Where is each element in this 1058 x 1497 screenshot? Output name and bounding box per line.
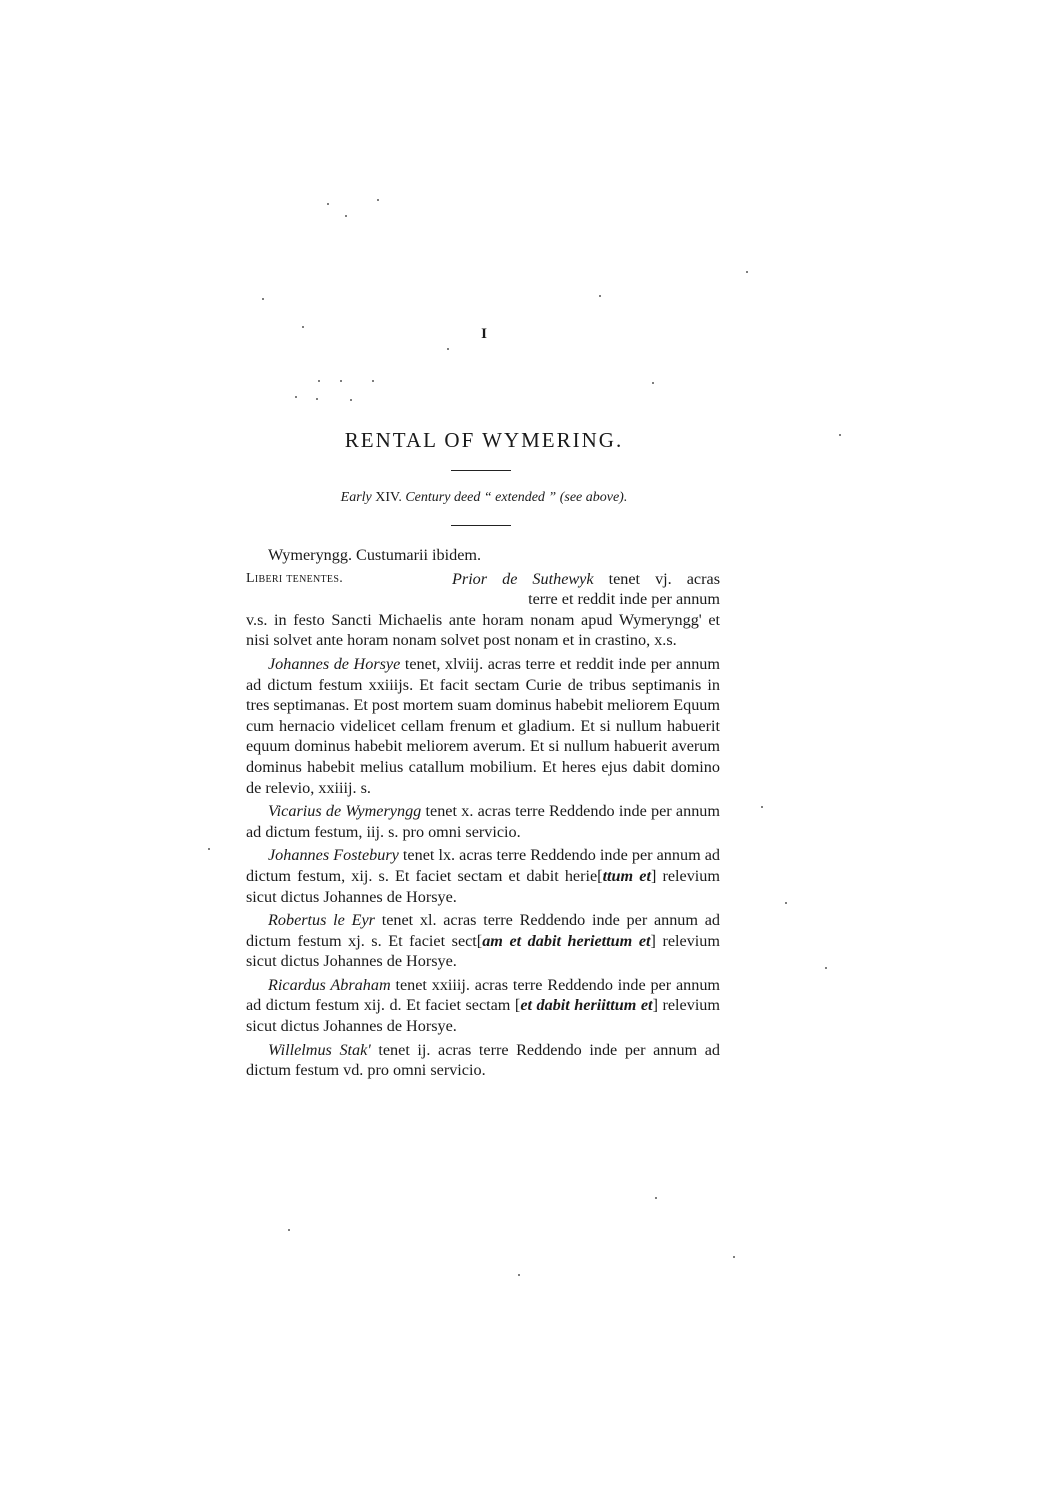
- tenant-entry: [246, 1040, 720, 1081]
- tenant-terms: tenet x. acras terre Reddendo inde per annum ad dictum festum, iij. s. pro omni servicio.: [246, 802, 720, 841]
- subtitle-rule: [451, 525, 511, 526]
- subtitle-see-above: (see above).: [559, 490, 628, 505]
- tenant-terms: tenet xxiiij. acras terre Reddendo inde per annum ad dictum festum xij. d. Et faciet sectam [: [246, 975, 721, 1015]
- free-tenants-continuation: v.s. in festo Sancti Michaelis ante horam nonam apud Wymeryngg' et nisi solvet ante horam nonam solvet post nonam et in crastino, x.s.: [246, 610, 720, 650]
- free-tenants-label: Liberi tenentes.: [246, 570, 344, 586]
- tenant-entry: [246, 845, 720, 907]
- tenant-name: Robertus le Eyr: [268, 911, 375, 930]
- tenant-terms: tenet, xlviij. acras terre et reddit inde per annum ad dictum festum xxiiijs. Et facit sectam Curie de tribus septimanis in tres septimanas. Et post mortem suam dominus habebit meliorem Equum cum hernacio videlicet cellam frenum et gladium. Et si nullum habuerit equum dominus habebit meliorem averum. Et si nullum habuerit averum dominus habebit melius catallum mobilium. Et heres ejus dabit domino de relevio, xxiiij. s.: [246, 654, 720, 797]
- tenant-name: Johannes Fostebury: [268, 846, 399, 865]
- editorial-insertion: am et dabit heriettum et: [482, 931, 651, 950]
- tenant-name: Ricardus Abraham: [268, 975, 391, 994]
- tenant-name: Johannes de Horsye: [268, 654, 401, 673]
- section-heading: Wymeryngg. Custumarii ibidem.: [268, 546, 482, 564]
- tenant-name: Willelmus Stak': [268, 1040, 371, 1059]
- page-subtitle: [0, 490, 968, 506]
- subtitle-century-numeral: XIV.: [375, 490, 402, 505]
- subtitle-early: Early: [340, 490, 372, 505]
- free-tenants-line2: terre et reddit inde per annum: [528, 590, 720, 609]
- tenant-terms-end: ] relevium sicut dictus Johannes de Horsye.: [246, 996, 720, 1036]
- tenant-name: Prior de Suthewyk: [452, 569, 594, 588]
- editorial-insertion: et dabit heriittum et: [520, 996, 653, 1015]
- free-tenants-line1: tenet vj. acras: [608, 569, 720, 588]
- editorial-insertion: ttum et: [602, 866, 651, 885]
- tenant-entry: [246, 801, 720, 842]
- title-rule: [451, 470, 511, 471]
- tenant-terms: tenet ij. acras terre Reddendo inde per annum ad dictum festum vd. pro omni servicio.: [246, 1040, 720, 1080]
- tenant-entry: [246, 975, 720, 1037]
- tenant-terms-end: ] relevium sicut dictus Johannes de Horsye.: [246, 931, 720, 971]
- tenant-terms: tenet xl. acras terre Reddendo inde per annum ad dictum festum xj. s. Et faciet sect[: [246, 911, 720, 950]
- page-title: RENTAL OF WYMERING.: [344, 428, 624, 452]
- page-number: I: [481, 326, 487, 342]
- tenant-name: Vicarius de Wymeryngg: [268, 802, 422, 821]
- subtitle-century-deed: Century deed: [405, 490, 481, 505]
- subtitle-extended: “ extended ”: [483, 490, 557, 505]
- rental-text: [246, 545, 720, 1084]
- free-tenants-entry: [246, 569, 720, 651]
- tenant-entry: [246, 910, 720, 972]
- tenant-terms-end: ] relevium sicut dictus Johannes de Horsye.: [246, 866, 720, 906]
- tenant-terms: tenet lx. acras terre Reddendo inde per annum ad dictum festum, xij. s. Et faciet sectam et dabit herie[: [246, 846, 721, 885]
- tenant-entry: [246, 654, 720, 798]
